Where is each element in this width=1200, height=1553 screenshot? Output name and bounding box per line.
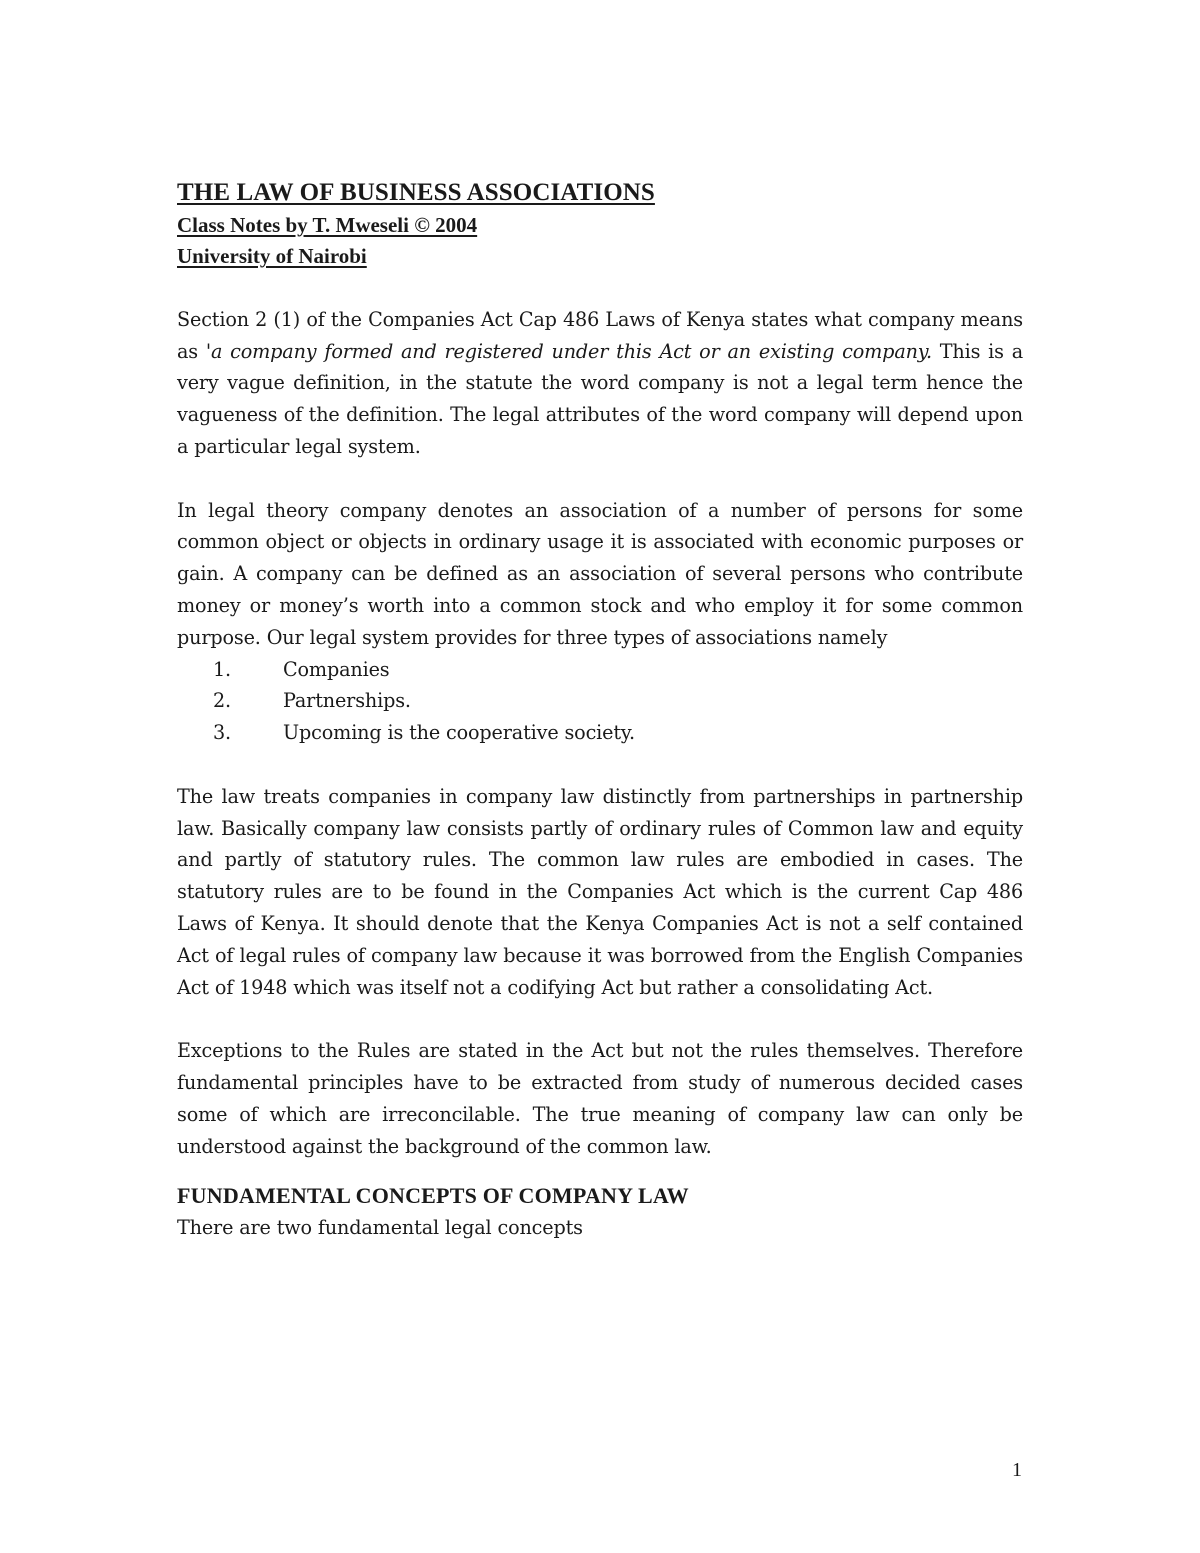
paragraph-definition-lead: Section 2 (1) of the Companies Act Cap 486 Laws of Kenya states what company means as ' — [177, 307, 1023, 363]
spacer — [177, 272, 1023, 304]
section-heading: FUNDAMENTAL CONCEPTS OF COMPANY LAW — [177, 1183, 689, 1209]
spacer — [177, 749, 1023, 781]
document-byline: Class Notes by T. Mweseli © 2004 — [177, 213, 478, 237]
page-number: 1 — [1012, 1459, 1022, 1481]
paragraph-legal-theory: In legal theory company denotes an association of a number of persons for some common object or objects in ordinary usage it is associated with economic purposes or gain. A company can be defined as an association of several persons who contribute money or money’s worth into a common stock and who employ it for some common purpose. Our legal system provides for three types of associations namely — [177, 498, 1023, 649]
paragraph-definition — [177, 304, 1023, 463]
list-item-label: Companies — [283, 657, 390, 681]
paragraph-company-law: The law treats companies in company law distinctly from partnerships in partnership law. Basically company law consists partly of ordinary rules of Common law and equity and partly of statutory rules. The common law rules are embodied in cases. The statutory rules are to be found in the Companies Act which is the current Cap 486 Laws of Kenya. It should denote that the Kenya Companies Act is not a self contained Act of legal rules of company law because it was borrowed from the English Companies Act of 1948 which was itself not a codifying Act but rather a consolidating Act. — [177, 784, 1023, 999]
spacer — [177, 1162, 1023, 1180]
document-institution: University of Nairobi — [177, 244, 367, 268]
document-title: THE LAW OF BUSINESS ASSOCIATIONS — [177, 179, 655, 206]
page-content — [177, 176, 1023, 1244]
paragraph-definition-tail: This is a very vague definition, in the statute the word company is not a legal term hence the vagueness of the definition. The legal attributes of the word company will depend upon a particular legal system. — [177, 339, 1024, 458]
spacer — [177, 463, 1023, 495]
statutory-quote: a company formed and registered under this Act or an existing company. — [210, 339, 932, 363]
section-intro: There are two fundamental legal concepts — [177, 1216, 583, 1240]
spacer — [177, 1003, 1023, 1035]
paragraph-exceptions: Exceptions to the Rules are stated in the Act but not the rules themselves. Therefore fundamental principles have to be extracted from study of numerous decided cases some of which are irreconcilable. The true meaning of company law can only be understood against the background of the common law. — [177, 1039, 1023, 1158]
list-item — [177, 685, 1023, 717]
list-item-number: 3. — [213, 721, 232, 745]
list-item-number: 2. — [213, 689, 232, 713]
list-item-number: 1. — [213, 657, 232, 681]
list-item-label: Partnerships. — [283, 689, 411, 713]
list-item — [177, 717, 1023, 749]
association-types-list — [177, 654, 1023, 749]
list-item-label: Upcoming is the cooperative society. — [283, 721, 636, 745]
list-item — [177, 654, 1023, 686]
